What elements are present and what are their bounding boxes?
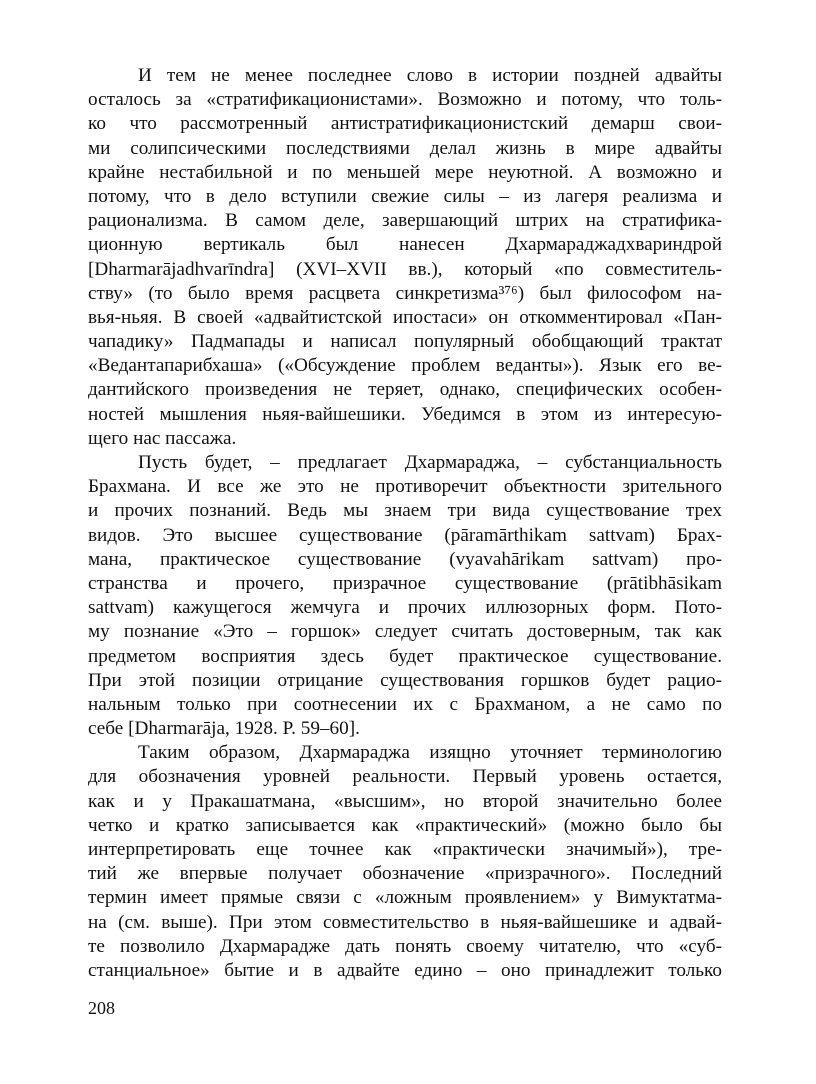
- text-line: ми солипсическими последствиями делал жизнь в мире адвайты: [88, 137, 722, 159]
- text-line: тий же впервые получает обозначение «призрачного». Последний: [88, 863, 722, 885]
- page-body: [88, 64, 722, 983]
- text-line: термин имеет прямые связи с «ложным проявлением» у Вимуктатма-: [88, 887, 722, 909]
- text-line: осталось за «стратификационистами». Возможно и потому, что толь-: [88, 89, 722, 111]
- text-line: себе [Dharmarāja, 1928. P. 59–60].: [88, 718, 360, 740]
- text-line: те позволило Дхармарадже дать понять своему читателю, что «суб-: [88, 935, 722, 957]
- text-line: четко и кратко записывается как «практический» (можно было бы: [88, 814, 722, 836]
- text-line: ционную вертикаль был нанесен Дхармараджадхвариндрой: [88, 234, 722, 256]
- text-line: Таким образом, Дхармараджа изящно уточняет терминологию: [138, 742, 722, 764]
- text-line: ству» (то было время расцвета синкретизма³⁷⁶) был философом на-: [88, 282, 722, 304]
- text-line: Брахмана. И все же это не противоречит объектности зрительного: [88, 476, 722, 498]
- text-line: потому, что в дело вступили свежие силы – из лагеря реализма и: [88, 185, 722, 207]
- text-line: как и у Пракашатмана, «высшим», но второй значительно более: [88, 790, 722, 812]
- text-line: ностей мышления ньяя-вайшешики. Убедимся в этом из интересую-: [88, 403, 722, 425]
- text-line: станциальное» бытие и в адвайте едино – оно принадлежит только: [88, 959, 722, 981]
- text-line: странства и прочего, призрачное существование (prātibhāsikam: [88, 572, 722, 594]
- text-line: Пусть будет, – предлагает Дхармараджа, – субстанциальность: [138, 452, 722, 473]
- text-line: При этой позиции отрицание существования горшков будет рацио-: [88, 669, 722, 691]
- text-line: sattvam) кажущегося жемчуга и прочих иллюзорных форм. Пото-: [88, 597, 722, 619]
- text-line: крайне нестабильной и по меньшей мере неуютной. А возможно и: [88, 161, 722, 183]
- paragraph-3: [88, 741, 722, 983]
- text-line: чападику» Падмапады и написал популярный обобщающий трактат: [88, 331, 722, 353]
- paragraph-1: [88, 64, 722, 451]
- text-line: ко что рассмотренный антистратификационистский демарш свои-: [88, 113, 722, 135]
- text-line: нальным только при соотнесении их с Брахманом, а не само по: [88, 693, 722, 715]
- text-line: и прочих познаний. Ведь мы знаем три вида существование трех: [88, 500, 722, 522]
- text-line: мана, практическое существование (vyavahārikam sattvam) про-: [88, 548, 722, 570]
- text-line: на (см. выше). При этом совместительство в ньяя-вайшешике и адвай-: [88, 911, 722, 933]
- text-line: му познание «Это – горшок» следует считать достоверным, так как: [88, 621, 722, 643]
- page-number: 208: [88, 998, 115, 1018]
- text-line: И тем не менее последнее слово в истории поздней адвайты: [138, 65, 722, 86]
- paragraph-2: [88, 451, 722, 741]
- text-line: интерпретировать еще точнее как «практически значимый»), тре-: [88, 839, 722, 860]
- text-line: видов. Это высшее существование (pāramārthikam sattvam) Брах-: [88, 524, 722, 546]
- text-line: рационализма. В самом деле, завершающий штрих на стратифика-: [88, 210, 722, 232]
- text-line: вья-ньяя. В своей «адвайтистской ипостаси» он откомментировал «Пан-: [88, 306, 722, 328]
- text-line: [Dharmarājadhvarīndra] (XVI–XVII вв.), который «по совместитель-: [88, 258, 722, 280]
- text-line: для обозначения уровней реальности. Первый уровень остается,: [88, 766, 722, 788]
- text-line: «Ведантапарибхаша» («Обсуждение проблем веданты»). Язык его ве-: [88, 355, 722, 377]
- text-line: дантийского произведения не теряет, однако, специфических особен-: [88, 379, 722, 401]
- text-line: щего нас пассажа.: [88, 427, 237, 449]
- text-line: предметом восприятия здесь будет практическое существование.: [88, 645, 722, 667]
